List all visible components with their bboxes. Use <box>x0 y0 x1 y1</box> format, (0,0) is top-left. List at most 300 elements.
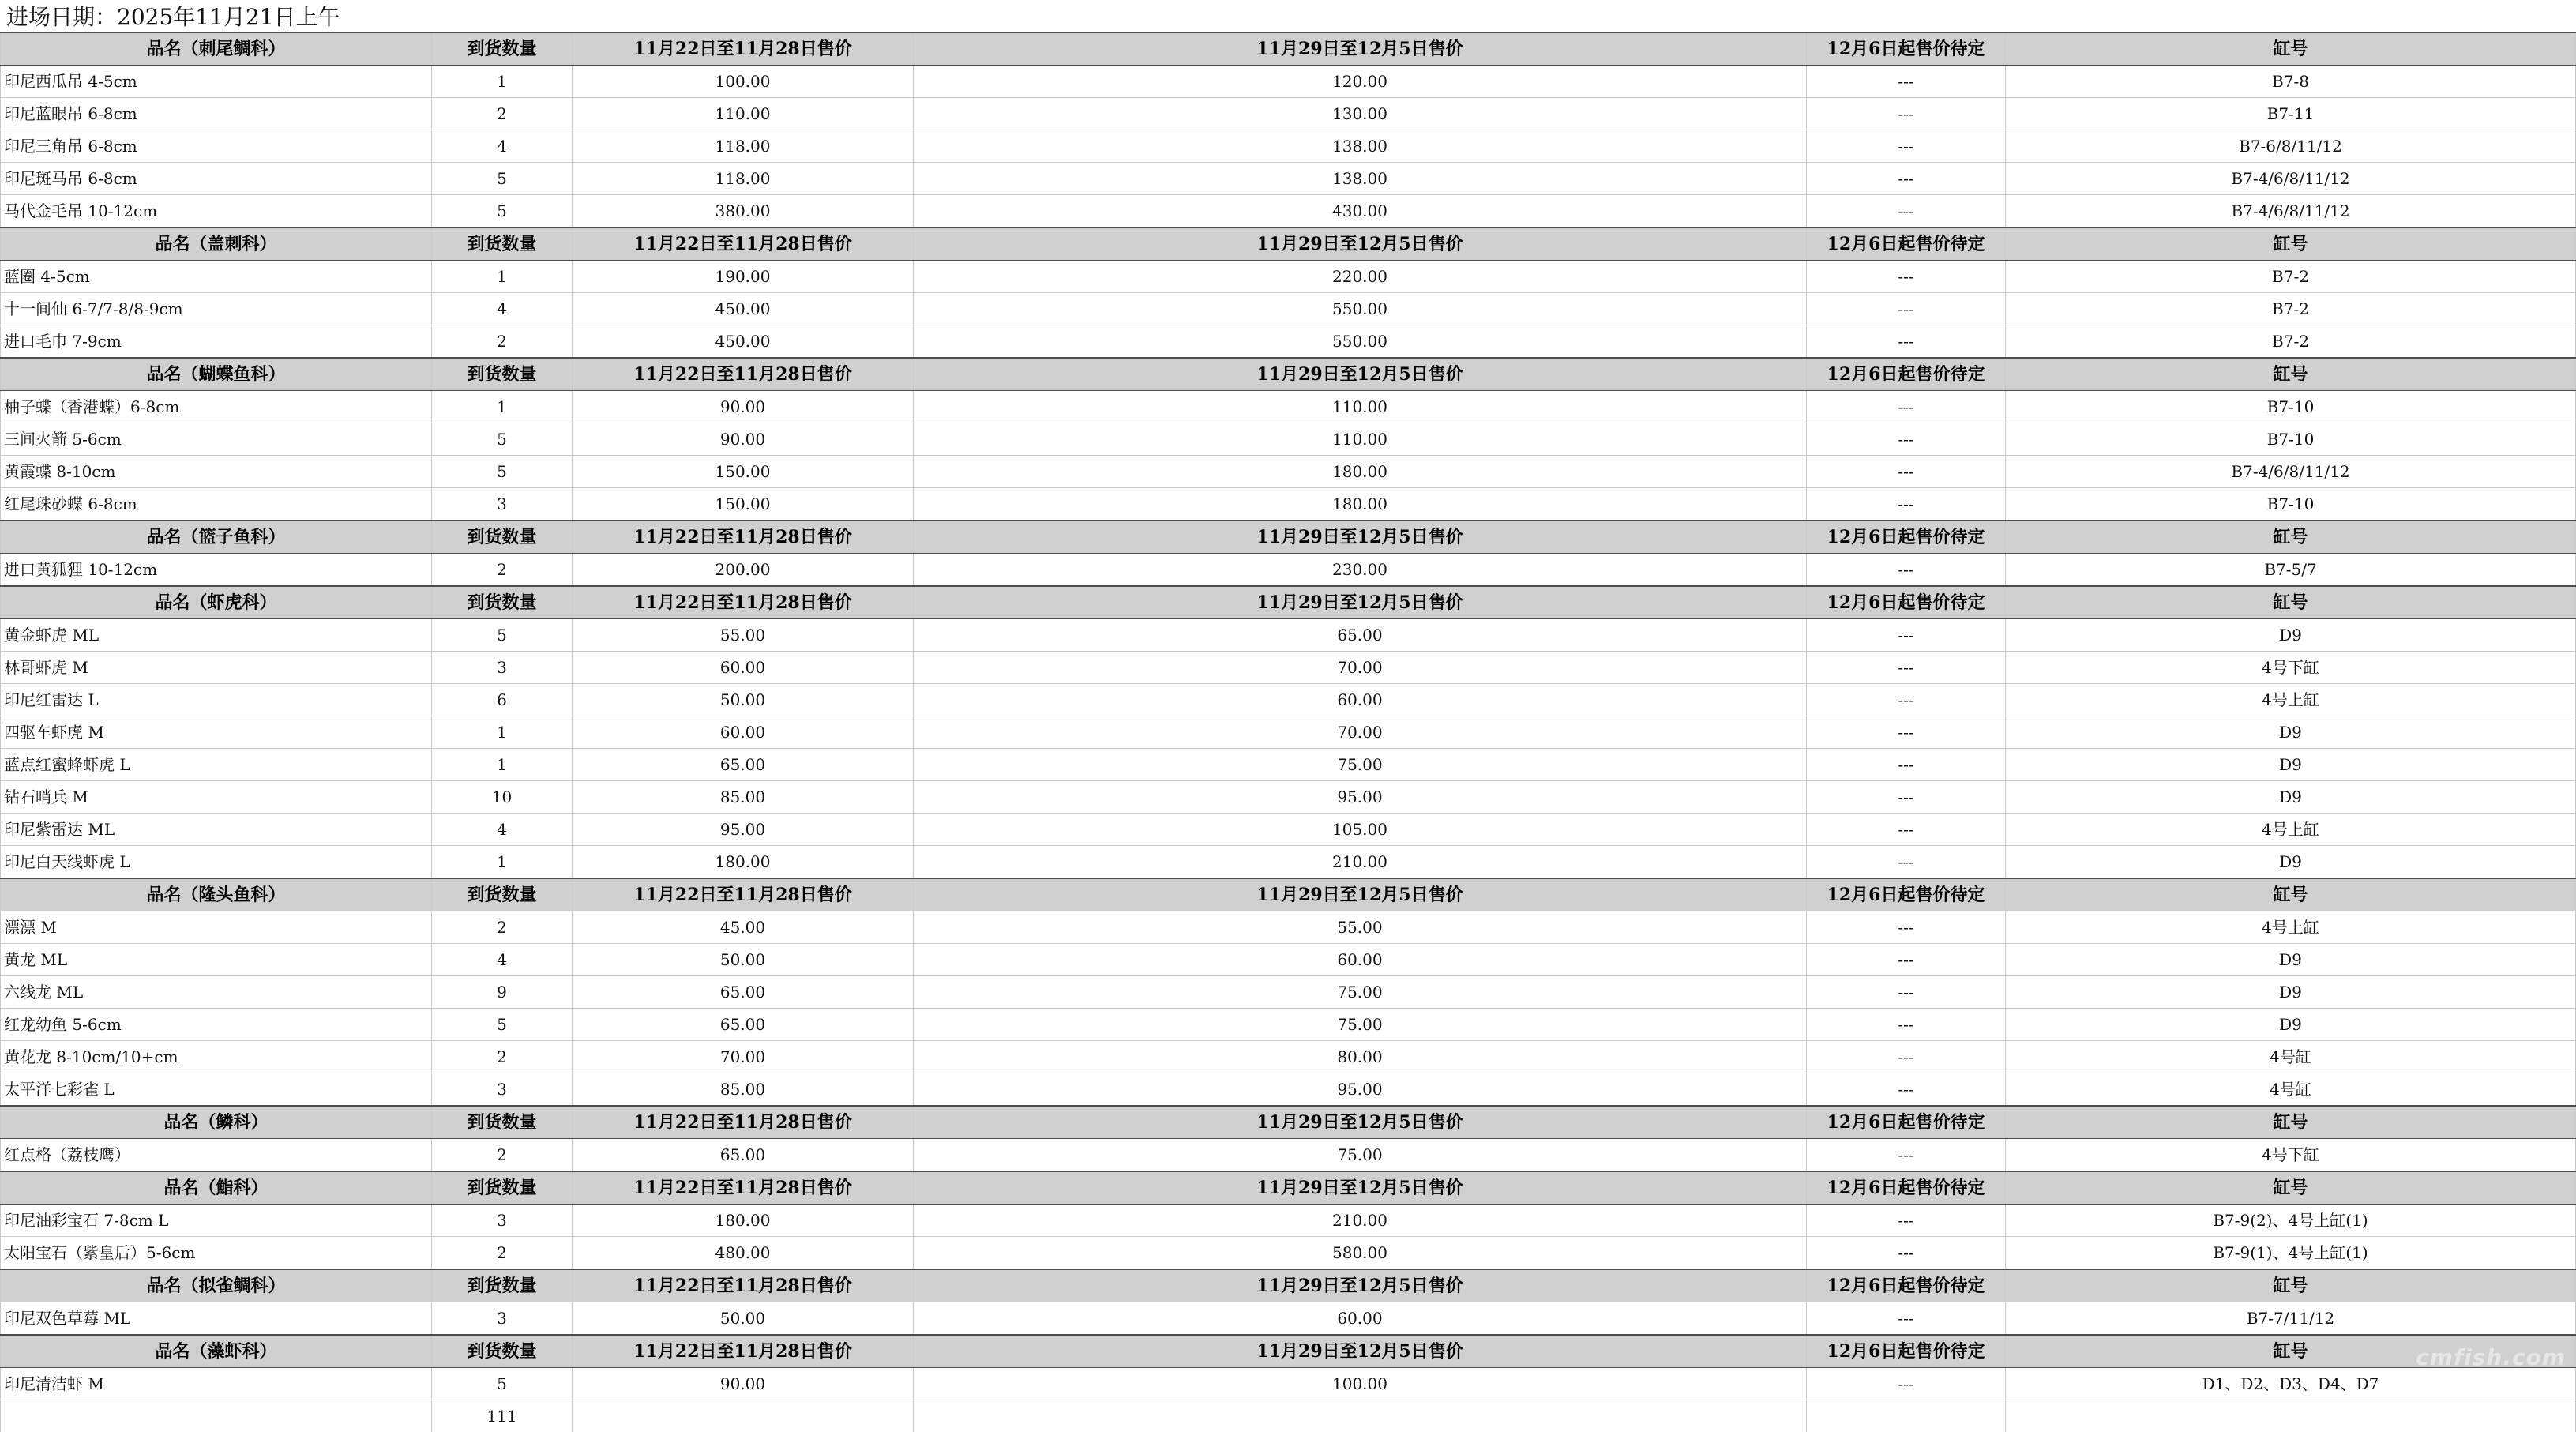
item-name-cell[interactable]: 太平洋七彩雀 L <box>1 1073 432 1107</box>
quantity-header[interactable]: 到货数量 <box>432 1335 573 1368</box>
price-period-2-header[interactable]: 11月29日至12月5日售价 <box>914 878 1807 911</box>
price-pending-cell[interactable]: --- <box>1807 391 2006 423</box>
tank-cell[interactable]: B7-4/6/8/11/12 <box>2006 195 2576 228</box>
price-pending-cell[interactable]: --- <box>1807 781 2006 814</box>
price-period-2-cell[interactable]: 95.00 <box>914 781 1807 814</box>
price-pending-header[interactable]: 12月6日起售价待定 <box>1807 878 2006 911</box>
item-name-cell[interactable]: 蓝圈 4-5cm <box>1 261 432 293</box>
price-period-2-header[interactable]: 11月29日至12月5日售价 <box>914 358 1807 391</box>
table-row <box>1 130 2576 163</box>
quantity-cell[interactable]: 4 <box>432 293 573 325</box>
price-period-1-header[interactable]: 11月22日至11月28日售价 <box>573 32 914 66</box>
price-pending-header[interactable]: 12月6日起售价待定 <box>1807 32 2006 66</box>
price-pending-cell[interactable]: --- <box>1807 130 2006 163</box>
quantity-cell[interactable]: 5 <box>432 619 573 652</box>
price-period-1-cell[interactable]: 90.00 <box>573 423 914 456</box>
item-name-cell[interactable]: 印尼双色草莓 ML <box>1 1302 432 1336</box>
tank-cell[interactable]: B7-6/8/11/12 <box>2006 130 2576 163</box>
price-period-2-header[interactable]: 11月29日至12月5日售价 <box>914 521 1807 554</box>
price-period-1-cell[interactable]: 50.00 <box>573 1302 914 1336</box>
family-header-row <box>1 358 2576 391</box>
price-period-2-cell[interactable]: 138.00 <box>914 163 1807 195</box>
quantity-cell[interactable]: 4 <box>432 130 573 163</box>
price-period-1-cell[interactable]: 118.00 <box>573 130 914 163</box>
tank-header[interactable]: 缸号 <box>2006 878 2576 911</box>
price-period-2-cell[interactable]: 110.00 <box>914 391 1807 423</box>
family-name-header[interactable]: 品名（盖刺科） <box>1 227 432 261</box>
table-row <box>1 1302 2576 1336</box>
price-period-1-cell[interactable]: 65.00 <box>573 976 914 1009</box>
price-period-1-cell[interactable]: 50.00 <box>573 944 914 976</box>
tank-cell[interactable]: B7-8 <box>2006 66 2576 98</box>
tank-cell[interactable]: B7-11 <box>2006 98 2576 130</box>
price-pending-cell[interactable]: --- <box>1807 293 2006 325</box>
empty-cell[interactable] <box>573 1400 914 1432</box>
tank-cell[interactable]: 4号缸 <box>2006 1073 2576 1107</box>
tank-cell[interactable]: 4号上缸 <box>2006 684 2576 716</box>
table-row <box>1 423 2576 456</box>
price-period-2-header[interactable]: 11月29日至12月5日售价 <box>914 1335 1807 1368</box>
empty-cell[interactable] <box>914 1400 1807 1432</box>
table-row <box>1 716 2576 749</box>
family-name-header[interactable]: 品名（虾虎科） <box>1 586 432 619</box>
price-pending-cell[interactable]: --- <box>1807 652 2006 684</box>
price-period-1-cell[interactable]: 45.00 <box>573 911 914 944</box>
price-pending-cell[interactable]: --- <box>1807 163 2006 195</box>
price-period-1-cell[interactable]: 450.00 <box>573 293 914 325</box>
price-period-2-cell[interactable]: 230.00 <box>914 554 1807 587</box>
family-header-row <box>1 227 2576 261</box>
price-period-1-header[interactable]: 11月22日至11月28日售价 <box>573 521 914 554</box>
price-pending-cell[interactable]: --- <box>1807 911 2006 944</box>
item-name-cell[interactable]: 印尼油彩宝石 7-8cm L <box>1 1205 432 1237</box>
price-period-2-cell[interactable]: 75.00 <box>914 1139 1807 1172</box>
price-period-1-cell[interactable]: 60.00 <box>573 716 914 749</box>
price-pending-cell[interactable]: --- <box>1807 814 2006 846</box>
item-name-cell[interactable]: 漂漂 M <box>1 911 432 944</box>
empty-cell[interactable] <box>1 1400 432 1432</box>
tank-header[interactable]: 缸号 <box>2006 32 2576 66</box>
tank-cell[interactable]: B7-7/11/12 <box>2006 1302 2576 1336</box>
family-name-header[interactable]: 品名（鮨科） <box>1 1171 432 1205</box>
quantity-cell[interactable]: 4 <box>432 944 573 976</box>
table-row <box>1 1073 2576 1107</box>
table-row <box>1 163 2576 195</box>
item-name-cell[interactable]: 印尼蓝眼吊 6-8cm <box>1 98 432 130</box>
tank-header[interactable]: 缸号 <box>2006 1171 2576 1205</box>
table-row <box>1 98 2576 130</box>
tank-header[interactable]: 缸号 <box>2006 586 2576 619</box>
price-period-2-header[interactable]: 11月29日至12月5日售价 <box>914 1269 1807 1302</box>
price-period-1-cell[interactable]: 90.00 <box>573 1368 914 1400</box>
price-period-1-cell[interactable]: 200.00 <box>573 554 914 587</box>
quantity-header[interactable]: 到货数量 <box>432 586 573 619</box>
price-period-2-cell[interactable]: 430.00 <box>914 195 1807 228</box>
price-period-1-cell[interactable]: 90.00 <box>573 391 914 423</box>
item-name-cell[interactable]: 进口毛巾 7-9cm <box>1 325 432 359</box>
item-name-cell[interactable]: 印尼清洁虾 M <box>1 1368 432 1400</box>
family-name-header[interactable]: 品名（篮子鱼科） <box>1 521 432 554</box>
price-period-1-cell[interactable]: 65.00 <box>573 1139 914 1172</box>
quantity-cell[interactable]: 2 <box>432 911 573 944</box>
price-period-1-cell[interactable]: 65.00 <box>573 749 914 781</box>
tank-cell[interactable]: 4号上缸 <box>2006 911 2576 944</box>
price-pending-cell[interactable]: --- <box>1807 98 2006 130</box>
family-header-row <box>1 32 2576 66</box>
tank-header[interactable]: 缸号 <box>2006 1269 2576 1302</box>
price-pending-cell[interactable]: --- <box>1807 1368 2006 1400</box>
price-period-1-header[interactable]: 11月22日至11月28日售价 <box>573 1335 914 1368</box>
tank-cell[interactable]: D9 <box>2006 944 2576 976</box>
item-name-cell[interactable]: 黄花龙 8-10cm/10+cm <box>1 1041 432 1073</box>
price-period-2-cell[interactable]: 70.00 <box>914 652 1807 684</box>
price-period-1-cell[interactable]: 118.00 <box>573 163 914 195</box>
price-period-2-cell[interactable]: 65.00 <box>914 619 1807 652</box>
table-row <box>1 976 2576 1009</box>
quantity-cell[interactable]: 1 <box>432 846 573 879</box>
price-period-2-cell[interactable]: 210.00 <box>914 1205 1807 1237</box>
quantity-cell[interactable]: 1 <box>432 66 573 98</box>
table-row <box>1 456 2576 488</box>
quantity-cell[interactable]: 2 <box>432 325 573 359</box>
quantity-cell[interactable]: 1 <box>432 391 573 423</box>
price-pending-cell[interactable]: --- <box>1807 195 2006 228</box>
price-period-1-cell[interactable]: 190.00 <box>573 261 914 293</box>
price-pending-cell[interactable]: --- <box>1807 976 2006 1009</box>
price-period-2-cell[interactable]: 70.00 <box>914 716 1807 749</box>
price-pending-cell[interactable]: --- <box>1807 325 2006 359</box>
tank-header[interactable]: 缸号 <box>2006 1106 2576 1139</box>
price-period-2-cell[interactable]: 95.00 <box>914 1073 1807 1107</box>
tank-cell[interactable]: D9 <box>2006 619 2576 652</box>
price-period-2-cell[interactable]: 550.00 <box>914 325 1807 359</box>
price-period-2-cell[interactable]: 60.00 <box>914 684 1807 716</box>
item-name-cell[interactable]: 三间火箭 5-6cm <box>1 423 432 456</box>
quantity-cell[interactable]: 2 <box>432 1041 573 1073</box>
item-name-cell[interactable]: 印尼西瓜吊 4-5cm <box>1 66 432 98</box>
item-name-cell[interactable]: 黄金虾虎 ML <box>1 619 432 652</box>
item-name-cell[interactable]: 印尼紫雷达 ML <box>1 814 432 846</box>
price-period-2-cell[interactable]: 75.00 <box>914 1009 1807 1041</box>
table-row <box>1 652 2576 684</box>
price-period-2-cell[interactable]: 138.00 <box>914 130 1807 163</box>
quantity-cell[interactable]: 1 <box>432 716 573 749</box>
price-period-2-cell[interactable]: 550.00 <box>914 293 1807 325</box>
item-name-cell[interactable]: 太阳宝石（紫皇后）5-6cm <box>1 1237 432 1270</box>
price-pending-header[interactable]: 12月6日起售价待定 <box>1807 586 2006 619</box>
tank-cell[interactable]: D9 <box>2006 1009 2576 1041</box>
quantity-cell[interactable]: 5 <box>432 1368 573 1400</box>
tank-cell[interactable]: B7-10 <box>2006 391 2576 423</box>
item-name-cell[interactable]: 红龙幼鱼 5-6cm <box>1 1009 432 1041</box>
item-name-cell[interactable]: 印尼三角吊 6-8cm <box>1 130 432 163</box>
table-row <box>1 488 2576 521</box>
tank-cell[interactable]: B7-4/6/8/11/12 <box>2006 163 2576 195</box>
table-row <box>1 195 2576 228</box>
quantity-cell[interactable]: 10 <box>432 781 573 814</box>
price-period-2-cell[interactable]: 100.00 <box>914 1368 1807 1400</box>
price-period-1-header[interactable]: 11月22日至11月28日售价 <box>573 227 914 261</box>
tank-cell[interactable]: 4号上缸 <box>2006 814 2576 846</box>
price-period-2-cell[interactable]: 60.00 <box>914 1302 1807 1336</box>
price-period-1-header[interactable]: 11月22日至11月28日售价 <box>573 586 914 619</box>
quantity-cell[interactable]: 3 <box>432 1205 573 1237</box>
total-quantity-cell[interactable]: 111 <box>432 1400 573 1432</box>
quantity-cell[interactable]: 5 <box>432 456 573 488</box>
price-period-1-cell[interactable]: 65.00 <box>573 1009 914 1041</box>
quantity-cell[interactable]: 3 <box>432 488 573 521</box>
price-pending-cell[interactable]: --- <box>1807 619 2006 652</box>
tank-cell[interactable]: B7-2 <box>2006 261 2576 293</box>
price-period-1-cell[interactable]: 100.00 <box>573 66 914 98</box>
item-name-cell[interactable]: 黄霞蝶 8-10cm <box>1 456 432 488</box>
tank-cell[interactable]: B7-10 <box>2006 423 2576 456</box>
price-pending-header[interactable]: 12月6日起售价待定 <box>1807 1269 2006 1302</box>
item-name-cell[interactable]: 蓝点红蜜蜂虾虎 L <box>1 749 432 781</box>
family-header-row <box>1 1269 2576 1302</box>
item-name-cell[interactable]: 红点格（荔枝鹰） <box>1 1139 432 1172</box>
price-pending-cell[interactable]: --- <box>1807 456 2006 488</box>
price-period-1-cell[interactable]: 110.00 <box>573 98 914 130</box>
price-period-1-cell[interactable]: 50.00 <box>573 684 914 716</box>
price-period-1-cell[interactable]: 95.00 <box>573 814 914 846</box>
tank-header[interactable]: 缸号 <box>2006 521 2576 554</box>
watermark-logo: cmfish.com <box>2416 1344 2566 1370</box>
table-row <box>1 814 2576 846</box>
price-period-1-header[interactable]: 11月22日至11月28日售价 <box>573 1106 914 1139</box>
price-pending-cell[interactable]: --- <box>1807 1139 2006 1172</box>
quantity-header[interactable]: 到货数量 <box>432 358 573 391</box>
price-pending-cell[interactable]: --- <box>1807 66 2006 98</box>
price-pending-header[interactable]: 12月6日起售价待定 <box>1807 521 2006 554</box>
price-period-1-cell[interactable]: 450.00 <box>573 325 914 359</box>
empty-cell[interactable] <box>2006 1400 2576 1432</box>
price-period-1-cell[interactable]: 180.00 <box>573 846 914 879</box>
table-row <box>1 325 2576 359</box>
table-row <box>1 1368 2576 1400</box>
family-header-row <box>1 1171 2576 1205</box>
price-pending-header[interactable]: 12月6日起售价待定 <box>1807 358 2006 391</box>
tank-cell[interactable]: D9 <box>2006 846 2576 879</box>
family-header-row <box>1 1335 2576 1368</box>
price-period-2-cell[interactable]: 130.00 <box>914 98 1807 130</box>
quantity-cell[interactable]: 9 <box>432 976 573 1009</box>
price-period-2-header[interactable]: 11月29日至12月5日售价 <box>914 1171 1807 1205</box>
price-period-2-cell[interactable]: 55.00 <box>914 911 1807 944</box>
family-name-header[interactable]: 品名（藻虾科） <box>1 1335 432 1368</box>
price-period-2-header[interactable]: 11月29日至12月5日售价 <box>914 586 1807 619</box>
price-period-1-cell[interactable]: 85.00 <box>573 781 914 814</box>
item-name-cell[interactable]: 印尼白天线虾虎 L <box>1 846 432 879</box>
table-row <box>1 391 2576 423</box>
empty-cell[interactable] <box>1807 1400 2006 1432</box>
item-name-cell[interactable]: 四驱车虾虎 M <box>1 716 432 749</box>
quantity-header[interactable]: 到货数量 <box>432 1106 573 1139</box>
table-row <box>1 1009 2576 1041</box>
item-name-cell[interactable]: 柚子蝶（香港蝶）6-8cm <box>1 391 432 423</box>
table-row <box>1 1205 2576 1237</box>
price-period-1-header[interactable]: 11月22日至11月28日售价 <box>573 878 914 911</box>
table-row <box>1 1139 2576 1172</box>
quantity-cell[interactable]: 5 <box>432 423 573 456</box>
price-period-1-header[interactable]: 11月22日至11月28日售价 <box>573 358 914 391</box>
family-header-row <box>1 1106 2576 1139</box>
price-pending-header[interactable]: 12月6日起售价待定 <box>1807 1106 2006 1139</box>
tank-cell[interactable]: D9 <box>2006 749 2576 781</box>
family-header-row <box>1 586 2576 619</box>
price-period-2-cell[interactable]: 75.00 <box>914 749 1807 781</box>
tank-header[interactable]: 缸号 <box>2006 227 2576 261</box>
family-header-row <box>1 878 2576 911</box>
tank-cell[interactable]: B7-2 <box>2006 325 2576 359</box>
tank-cell[interactable]: B7-2 <box>2006 293 2576 325</box>
price-period-2-cell[interactable]: 105.00 <box>914 814 1807 846</box>
price-pending-cell[interactable]: --- <box>1807 554 2006 587</box>
price-period-1-cell[interactable]: 85.00 <box>573 1073 914 1107</box>
price-period-1-cell[interactable]: 150.00 <box>573 488 914 521</box>
quantity-header[interactable]: 到货数量 <box>432 1171 573 1205</box>
family-name-header[interactable]: 品名（刺尾鲷科） <box>1 32 432 66</box>
item-name-cell[interactable]: 红尾珠砂蝶 6-8cm <box>1 488 432 521</box>
tank-cell[interactable]: D1、D2、D3、D4、D7 <box>2006 1368 2576 1400</box>
table-row <box>1 749 2576 781</box>
table-row <box>1 846 2576 879</box>
tank-cell[interactable]: B7-5/7 <box>2006 554 2576 587</box>
price-pending-header[interactable]: 12月6日起售价待定 <box>1807 1171 2006 1205</box>
price-period-2-cell[interactable]: 120.00 <box>914 66 1807 98</box>
price-period-2-cell[interactable]: 580.00 <box>914 1237 1807 1270</box>
price-pending-cell[interactable]: --- <box>1807 1073 2006 1107</box>
tank-cell[interactable]: D9 <box>2006 976 2576 1009</box>
table-row <box>1 781 2576 814</box>
family-name-header[interactable]: 品名（隆头鱼科） <box>1 878 432 911</box>
family-name-header[interactable]: 品名（拟雀鲷科） <box>1 1269 432 1302</box>
price-period-2-header[interactable]: 11月29日至12月5日售价 <box>914 227 1807 261</box>
item-name-cell[interactable]: 林哥虾虎 M <box>1 652 432 684</box>
item-name-cell[interactable]: 印尼斑马吊 6-8cm <box>1 163 432 195</box>
title-row <box>0 0 2575 32</box>
price-pending-cell[interactable]: --- <box>1807 1041 2006 1073</box>
quantity-header[interactable]: 到货数量 <box>432 878 573 911</box>
table-row <box>1 619 2576 652</box>
price-pending-cell[interactable]: --- <box>1807 423 2006 456</box>
item-name-cell[interactable]: 六线龙 ML <box>1 976 432 1009</box>
tank-cell[interactable]: 4号下缸 <box>2006 652 2576 684</box>
family-name-header[interactable]: 品名（蝴蝶鱼科） <box>1 358 432 391</box>
price-period-2-cell[interactable]: 110.00 <box>914 423 1807 456</box>
quantity-cell[interactable]: 2 <box>432 1139 573 1172</box>
tank-cell[interactable]: B7-4/6/8/11/12 <box>2006 456 2576 488</box>
quantity-cell[interactable]: 3 <box>432 1302 573 1336</box>
quantity-cell[interactable]: 5 <box>432 195 573 228</box>
price-pending-cell[interactable]: --- <box>1807 1205 2006 1237</box>
table-row <box>1 944 2576 976</box>
tank-header[interactable]: 缸号 <box>2006 358 2576 391</box>
price-pending-cell[interactable]: --- <box>1807 684 2006 716</box>
price-pending-cell[interactable]: --- <box>1807 846 2006 879</box>
tank-cell[interactable]: B7-9(1)、4号上缸(1) <box>2006 1237 2576 1270</box>
price-period-1-cell[interactable]: 55.00 <box>573 619 914 652</box>
price-pending-cell[interactable]: --- <box>1807 716 2006 749</box>
price-period-2-header[interactable]: 11月29日至12月5日售价 <box>914 1106 1807 1139</box>
quantity-cell[interactable]: 5 <box>432 163 573 195</box>
price-period-2-cell[interactable]: 180.00 <box>914 456 1807 488</box>
quantity-header[interactable]: 到货数量 <box>432 32 573 66</box>
quantity-cell[interactable]: 5 <box>432 1009 573 1041</box>
item-name-cell[interactable]: 马代金毛吊 10-12cm <box>1 195 432 228</box>
price-period-1-cell[interactable]: 480.00 <box>573 1237 914 1270</box>
price-period-2-cell[interactable]: 180.00 <box>914 488 1807 521</box>
tank-cell[interactable]: B7-9(2)、4号上缸(1) <box>2006 1205 2576 1237</box>
price-period-2-cell[interactable]: 220.00 <box>914 261 1807 293</box>
item-name-cell[interactable]: 黄龙 ML <box>1 944 432 976</box>
family-name-header[interactable]: 品名（鳞科） <box>1 1106 432 1139</box>
price-pending-cell[interactable]: --- <box>1807 1302 2006 1336</box>
table-row <box>1 261 2576 293</box>
item-name-cell[interactable]: 钻石哨兵 M <box>1 781 432 814</box>
price-period-1-cell[interactable]: 180.00 <box>573 1205 914 1237</box>
tank-cell[interactable]: 4号下缸 <box>2006 1139 2576 1172</box>
price-period-2-cell[interactable]: 80.00 <box>914 1041 1807 1073</box>
price-period-2-header[interactable]: 11月29日至12月5日售价 <box>914 32 1807 66</box>
item-name-cell[interactable]: 印尼红雷达 L <box>1 684 432 716</box>
price-pending-cell[interactable]: --- <box>1807 261 2006 293</box>
price-pending-cell[interactable]: --- <box>1807 1237 2006 1270</box>
price-table <box>0 32 2576 1432</box>
quantity-header[interactable]: 到货数量 <box>432 1269 573 1302</box>
tank-cell[interactable]: D9 <box>2006 781 2576 814</box>
item-name-cell[interactable]: 十一间仙 6-7/7-8/8-9cm <box>1 293 432 325</box>
price-pending-cell[interactable]: --- <box>1807 749 2006 781</box>
price-period-2-cell[interactable]: 75.00 <box>914 976 1807 1009</box>
price-period-1-cell[interactable]: 380.00 <box>573 195 914 228</box>
quantity-cell[interactable]: 6 <box>432 684 573 716</box>
price-period-1-cell[interactable]: 60.00 <box>573 652 914 684</box>
quantity-header[interactable]: 到货数量 <box>432 227 573 261</box>
price-period-1-cell[interactable]: 70.00 <box>573 1041 914 1073</box>
item-name-cell[interactable]: 进口黄狐狸 10-12cm <box>1 554 432 587</box>
quantity-cell[interactable]: 2 <box>432 98 573 130</box>
tank-cell[interactable]: 4号缸 <box>2006 1041 2576 1073</box>
quantity-cell[interactable]: 3 <box>432 652 573 684</box>
price-pending-header[interactable]: 12月6日起售价待定 <box>1807 227 2006 261</box>
price-pending-cell[interactable]: --- <box>1807 488 2006 521</box>
quantity-cell[interactable]: 1 <box>432 261 573 293</box>
price-period-1-header[interactable]: 11月22日至11月28日售价 <box>573 1269 914 1302</box>
tank-cell[interactable]: B7-10 <box>2006 488 2576 521</box>
price-pending-header[interactable]: 12月6日起售价待定 <box>1807 1335 2006 1368</box>
quantity-header[interactable]: 到货数量 <box>432 521 573 554</box>
quantity-cell[interactable]: 3 <box>432 1073 573 1107</box>
table-row <box>1 293 2576 325</box>
quantity-cell[interactable]: 2 <box>432 1237 573 1270</box>
tank-cell[interactable]: D9 <box>2006 716 2576 749</box>
quantity-cell[interactable]: 4 <box>432 814 573 846</box>
price-period-2-cell[interactable]: 210.00 <box>914 846 1807 879</box>
price-table-body <box>1 32 2576 1432</box>
price-period-1-header[interactable]: 11月22日至11月28日售价 <box>573 1171 914 1205</box>
price-pending-cell[interactable]: --- <box>1807 1009 2006 1041</box>
price-period-2-cell[interactable]: 60.00 <box>914 944 1807 976</box>
quantity-cell[interactable]: 1 <box>432 749 573 781</box>
quantity-cell[interactable]: 2 <box>432 554 573 587</box>
table-row <box>1 1237 2576 1270</box>
total-row <box>1 1400 2576 1432</box>
price-period-1-cell[interactable]: 150.00 <box>573 456 914 488</box>
sheet-title[interactable]: 进场日期：2025年11月21日上午 <box>0 0 431 32</box>
price-pending-cell[interactable]: --- <box>1807 944 2006 976</box>
tank-header[interactable]: 缸号 <box>2006 1335 2576 1368</box>
